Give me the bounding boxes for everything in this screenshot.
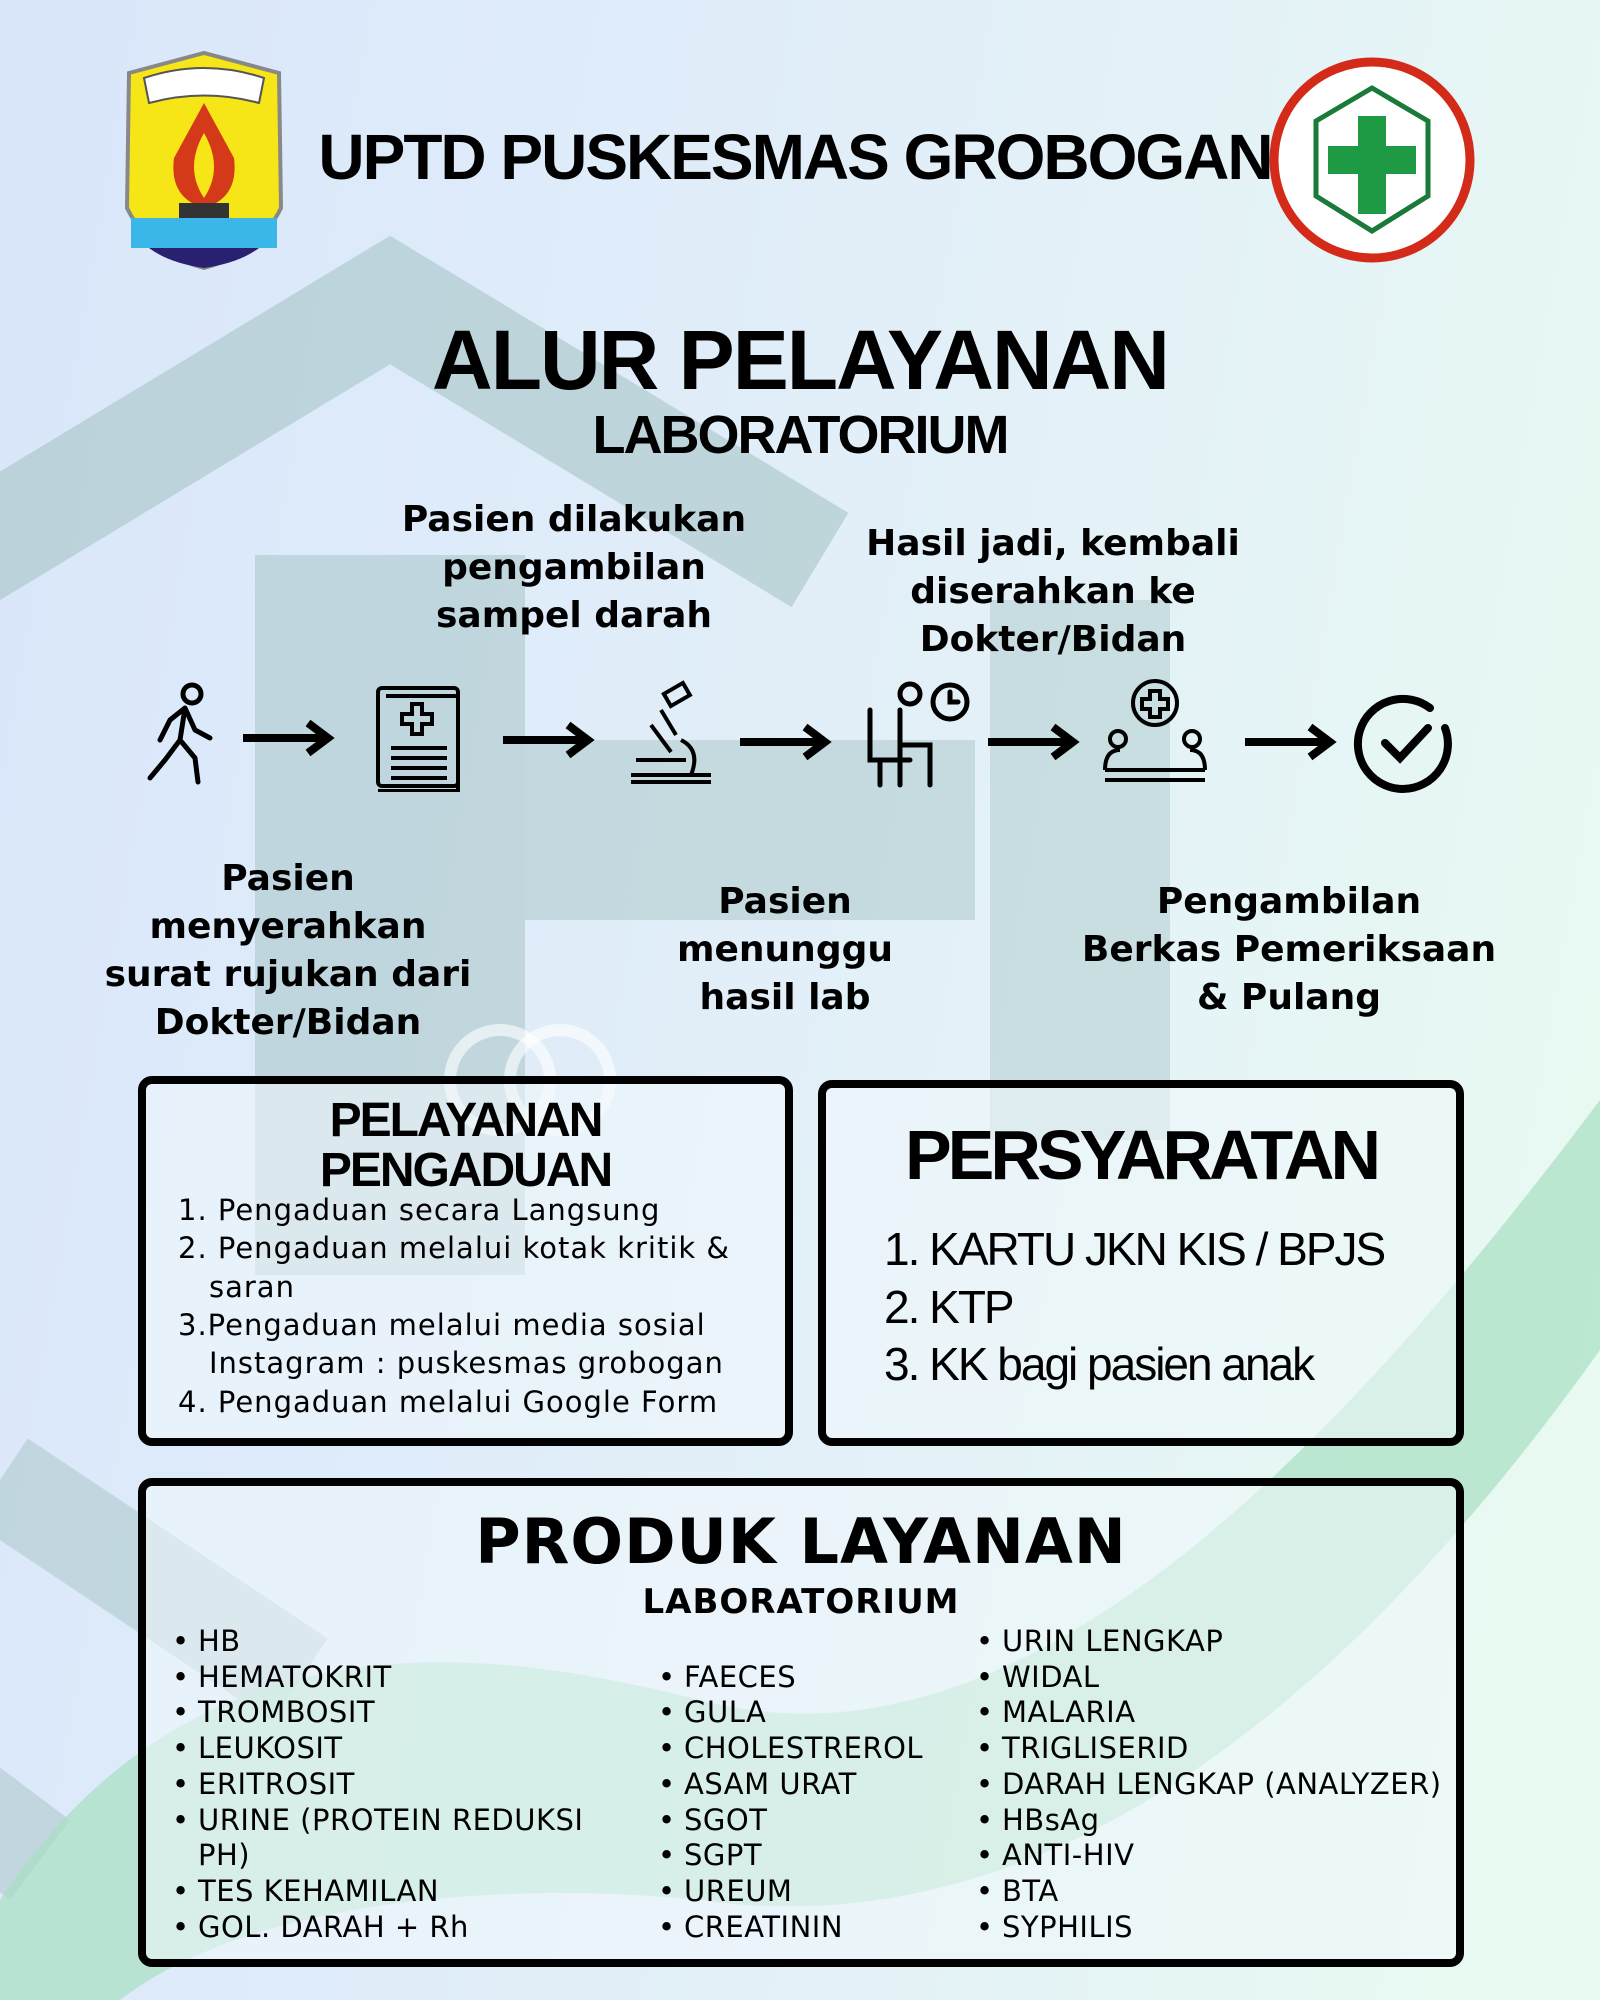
product-item: • BTA xyxy=(1002,1874,1059,1908)
complaints-title xyxy=(138,1096,793,1196)
step-line: diserahkan ke xyxy=(910,571,1196,612)
complaints-title-line: PENGADUAN xyxy=(319,1144,612,1197)
product-item: • ERITROSIT xyxy=(198,1767,355,1801)
step-wait-results xyxy=(575,878,995,1022)
product-item: • DARAH LENGKAP (ANALYZER) xyxy=(1002,1767,1442,1801)
product-item: • TRIGLISERID xyxy=(1002,1731,1189,1765)
product-item: • URIN LENGKAP xyxy=(1002,1624,1223,1658)
product-item: • SGOT xyxy=(684,1803,767,1837)
consultation-icon xyxy=(1100,675,1210,789)
product-item: • HBsAg xyxy=(1002,1803,1100,1837)
step-line: Dokter/Bidan xyxy=(919,619,1187,660)
microscope-icon xyxy=(616,680,726,794)
complaints-title-line: PELAYANAN xyxy=(329,1094,602,1147)
main-title: ALUR PELAYANAN xyxy=(432,313,1168,407)
requirement-item: 1. KARTU JKN KIS / BPJS xyxy=(884,1223,1385,1275)
product-item-continuation: PH) xyxy=(198,1838,251,1873)
step-line: surat rujukan dari xyxy=(104,954,472,995)
step-submit-referral xyxy=(78,855,498,1047)
product-item: • CREATININ xyxy=(684,1910,843,1944)
puskesmas-logo xyxy=(1268,56,1476,264)
step-line: pengambilan xyxy=(442,547,706,588)
step-line: Pasien xyxy=(718,881,852,922)
arrow-right-icon xyxy=(503,720,598,760)
check-circle-icon xyxy=(1350,688,1460,802)
step-pickup-go-home xyxy=(1079,878,1499,1022)
product-item: • WIDAL xyxy=(1002,1660,1100,1694)
list-item: 2. Pengaduan melalui kotak kritik & xyxy=(178,1231,731,1265)
step-line: Berkas Pemeriksaan xyxy=(1081,929,1497,970)
product-item: • HB xyxy=(198,1624,241,1658)
list-item: 3.Pengaduan melalui media sosial xyxy=(178,1308,706,1342)
list-item: Instagram : puskesmas grobogan xyxy=(209,1346,724,1380)
step-line: menyerahkan xyxy=(149,906,427,947)
main-subtitle: LABORATORIUM xyxy=(592,405,1008,465)
product-item: • CHOLESTREROL xyxy=(684,1731,923,1765)
step-blood-sampling xyxy=(364,496,784,640)
arrow-right-icon xyxy=(988,722,1083,762)
product-item: • UREUM xyxy=(684,1874,792,1908)
step-line: & Pulang xyxy=(1197,977,1381,1018)
list-item: 4. Pengaduan melalui Google Form xyxy=(178,1385,719,1419)
requirement-item: 3. KK bagi pasien anak xyxy=(884,1338,1314,1390)
step-results-returned xyxy=(843,520,1263,664)
products-title: PRODUK LAYANAN xyxy=(475,1505,1127,1578)
arrow-right-icon xyxy=(740,722,835,762)
product-item: • GOL. DARAH + Rh xyxy=(198,1910,469,1944)
product-item: • LEUKOSIT xyxy=(198,1731,343,1765)
product-item: • TROMBOSIT xyxy=(198,1695,375,1729)
arrow-right-icon xyxy=(243,718,338,758)
product-item: • FAECES xyxy=(684,1660,796,1694)
walking-person-icon xyxy=(130,680,240,794)
product-item: • SGPT xyxy=(684,1838,762,1872)
product-item: • HEMATOKRIT xyxy=(198,1660,392,1694)
requirement-item: 2. KTP xyxy=(884,1281,1013,1333)
list-item: saran xyxy=(209,1270,295,1304)
product-item: • ANTI-HIV xyxy=(1002,1838,1134,1872)
product-item: • URINE (PROTEIN REDUKSI xyxy=(198,1803,583,1837)
product-item: • ASAM URAT xyxy=(684,1767,857,1801)
requirements-title: PERSYARATAN xyxy=(904,1116,1377,1194)
step-line: Pasien dilakukan xyxy=(401,499,747,540)
product-item: • TES KEHAMILAN xyxy=(198,1874,439,1908)
arrow-right-icon xyxy=(1245,722,1340,762)
product-item: • SYPHILIS xyxy=(1002,1910,1133,1944)
medical-document-icon xyxy=(366,682,476,796)
product-item: • MALARIA xyxy=(1002,1695,1136,1729)
waiting-person-clock-icon xyxy=(860,680,970,794)
step-line: Dokter/Bidan xyxy=(154,1002,422,1043)
header-title: UPTD PUSKESMAS GROBOGAN xyxy=(318,121,1272,193)
step-line: Pasien xyxy=(221,858,355,899)
step-line: Hasil jadi, kembali xyxy=(866,523,1240,564)
step-line: hasil lab xyxy=(699,977,871,1018)
step-line: sampel darah xyxy=(435,595,713,636)
step-line: Pengambilan xyxy=(1156,881,1422,922)
products-subtitle: LABORATORIUM xyxy=(642,1582,960,1622)
list-item: 1. Pengaduan secara Langsung xyxy=(178,1193,661,1227)
product-item: • GULA xyxy=(684,1695,766,1729)
step-line: menunggu xyxy=(677,929,893,970)
